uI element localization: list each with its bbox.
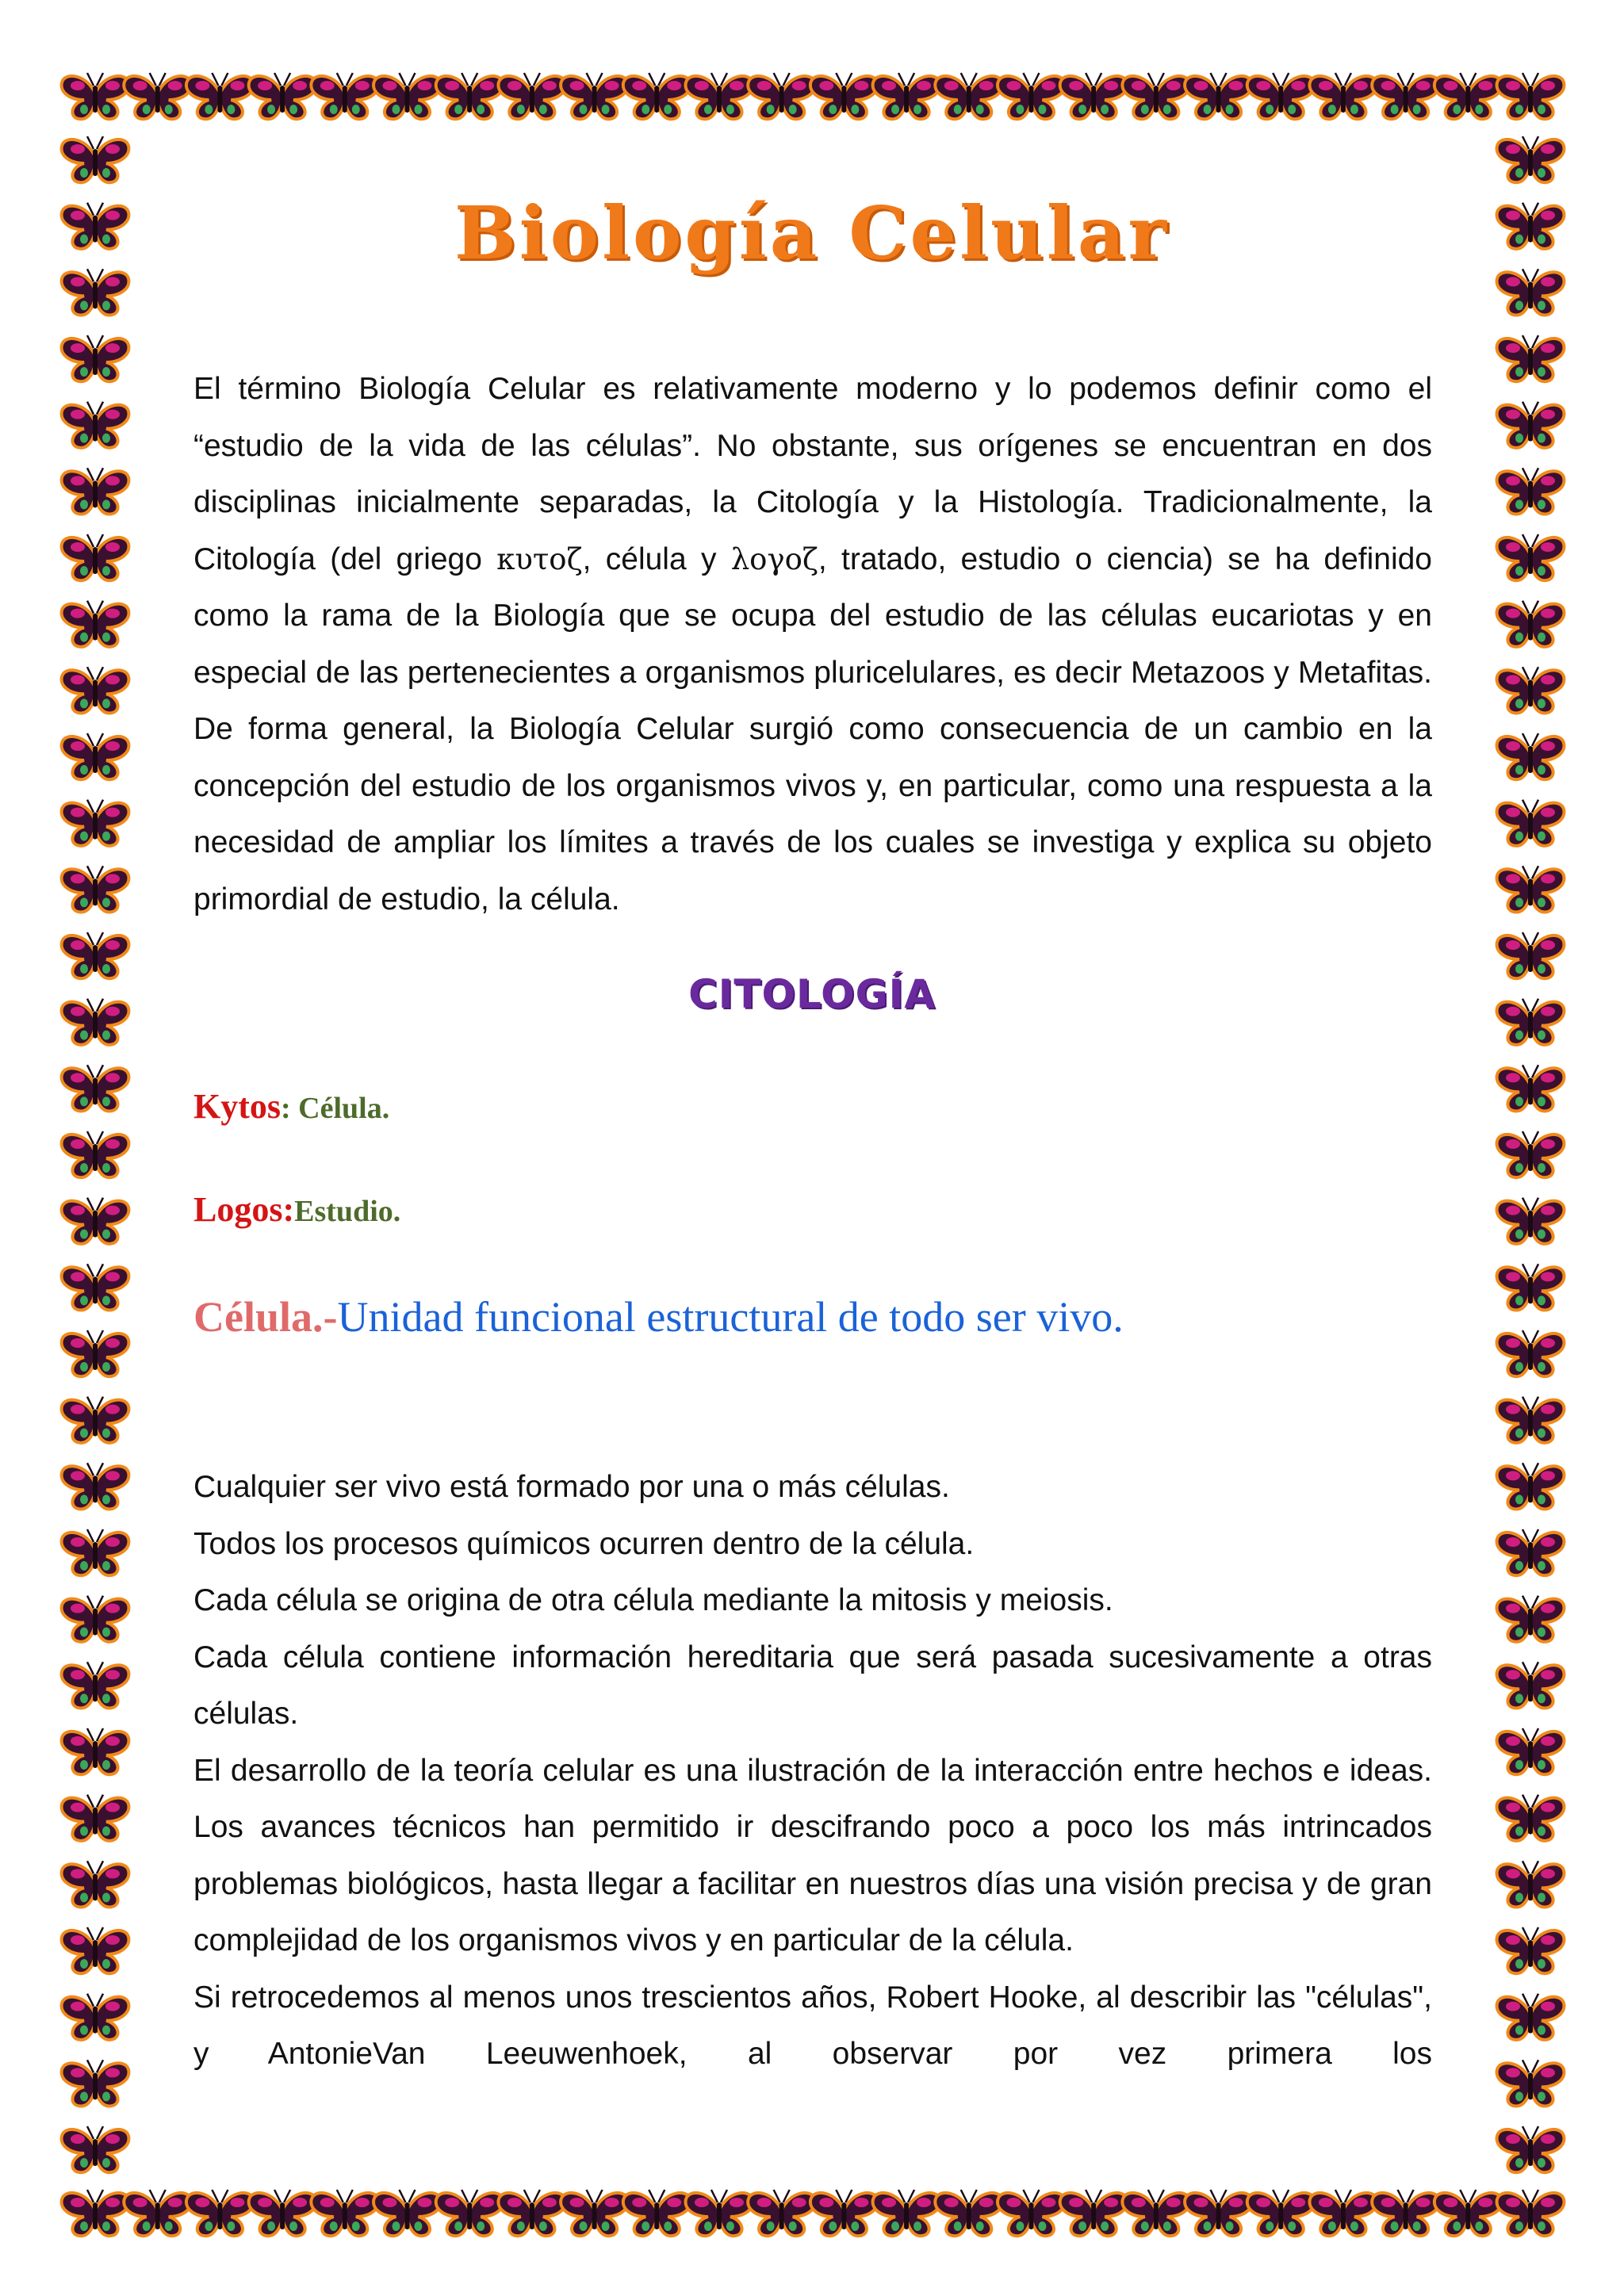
greek-word-logos: λογοζ <box>730 541 818 576</box>
body-paragraph: Cada célula contiene información hereditaria que será pasada sucesivamente a otras células. <box>193 1640 1432 1731</box>
page-title: Biología Celular <box>454 190 1170 276</box>
greek-word-kytos: κυτοζ <box>496 541 583 576</box>
intro-text-1: El término Biología Celular es relativamente moderno y lo podemos definir como el “estudio de la vida de las células”. No obstante, sus orígenes se encuentran en dos disciplinas inicialmente separadas, la Citología y la Histología. Tradicionalmente, la Citología (del griego <box>193 372 1432 576</box>
section-heading: CITOLOGÍA <box>688 971 936 1017</box>
body-paragraph: Cualquier ser vivo está formado por una o más células. <box>193 1470 950 1504</box>
definition-separator: : <box>282 1190 295 1229</box>
definition-term: Logos <box>193 1190 283 1229</box>
definition-separator: : <box>281 1092 299 1125</box>
intro-paragraph <box>193 361 1432 928</box>
intro-text-3: , tratado, estudio o ciencia) se ha definido como la rama de la Biología que se ocupa del estudio de las células eucariotas y en especial de las pertenecientes a organismos pluricelulares, es decir Metazoos y Metafitas. De forma general, la Biología Celular surgió como consecuencia de un cambio en la concepción del estudio de los organismos vivos y, en particular, como una respuesta a la necesidad de ampliar los límites a través de los cuales se investiga y explica su objeto primordial de estudio, la célula. <box>193 541 1432 916</box>
intro-text-2: , célula y <box>582 541 731 576</box>
body-paragraph: Cada célula se origina de otra célula mediante la mitosis y meiosis. <box>193 1583 1113 1617</box>
body-paragraph: Todos los procesos químicos ocurren dentro de la célula. <box>193 1526 975 1561</box>
cell-definition-meaning: Unidad funcional estructural de todo ser vivo. <box>337 1293 1124 1341</box>
body-paragraph: El desarrollo de la teoría celular es una ilustración de la interacción entre hechos e ideas. Los avances técnicos han permitido ir descifrando poco a poco los más intrincados problemas biológicos, hasta llegar a facilitar en nuestros días una visión precisa y de gran complejidad de los organismos vivos y en particular de la célula. <box>193 1753 1432 1957</box>
definition-meaning: Célula. <box>298 1092 390 1125</box>
cell-definition <box>193 1292 1124 1341</box>
cell-definition-term: Célula.- <box>193 1293 338 1341</box>
definition-logos <box>193 1189 400 1230</box>
definition-meaning: Estudio. <box>294 1195 401 1228</box>
body-text <box>193 1459 1432 2083</box>
definition-term: Kytos <box>193 1087 281 1126</box>
body-paragraph: Si retrocedemos al menos unos trescientos años, Robert Hooke, al describir las "células", y AntonieVan Leeuwenhoek, al observar por vez primera los <box>193 1980 1432 2071</box>
definition-kytos <box>193 1086 389 1127</box>
